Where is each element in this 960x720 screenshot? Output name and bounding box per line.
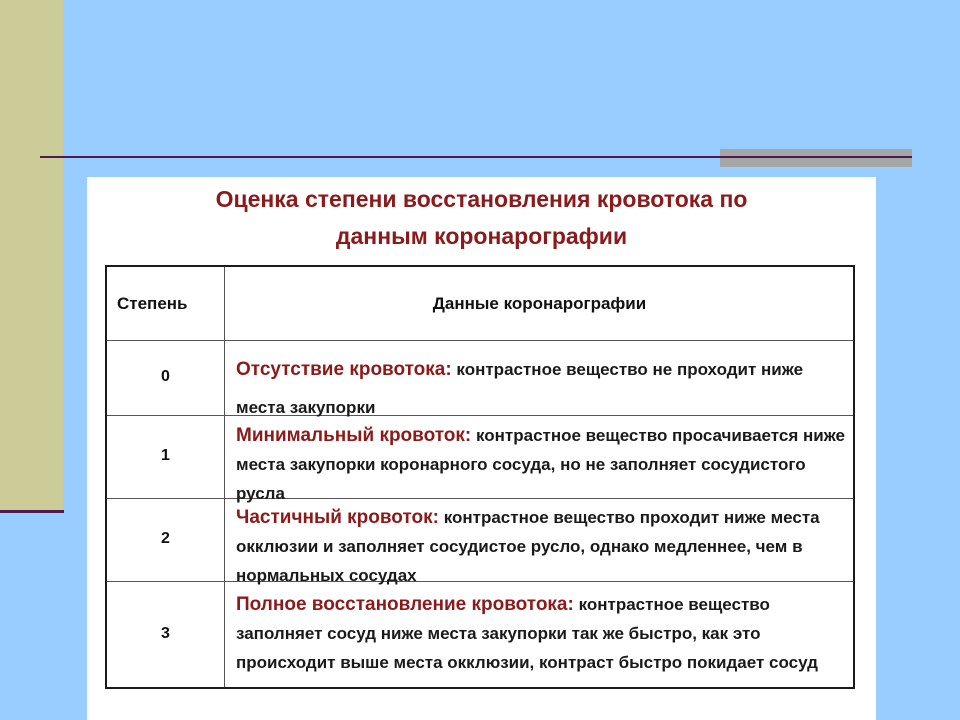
description-text: контрастное вещество просачивается ниже места закупорки коронарного сосуда, но не заполняет сосудистого русла: [236, 426, 845, 503]
degree-cell-1: 1: [161, 447, 170, 464]
coronarography-table: [105, 265, 855, 689]
column-divider: [224, 267, 225, 687]
degree-cell-0: 0: [161, 368, 170, 385]
degree-cell-3: 3: [161, 625, 170, 642]
description-cell-0: [236, 351, 852, 427]
highlight-text: Полное восстановление кровотока:: [236, 594, 574, 615]
description-cell-3: [236, 590, 852, 677]
slide-title-line-1: Оценка степени восстановления кровотока по: [215, 186, 748, 212]
gray-accent-bar: [720, 149, 912, 167]
description-cell-1: [236, 421, 852, 508]
highlight-text: Частичный кровоток:: [236, 507, 439, 528]
description-text: контрастное вещество проходит ниже места окклюзии и заполняет сосудистое русло, однако медленнее, чем в нормальных сосудах: [236, 508, 820, 585]
description-text: контрастное вещество заполняет сосуд ниже места закупорки так же быстро, как это происходит выше места окклюзии, контраст быстро покидает сосуд: [236, 595, 818, 672]
left-accent-bar: [0, 0, 63, 512]
left-accent-underline: [0, 510, 64, 513]
slide-title: [87, 181, 876, 255]
slide-content-panel: [87, 177, 876, 720]
highlight-text: Отсутствие кровотока:: [236, 359, 452, 380]
header-data: Данные коронарографии: [432, 294, 647, 313]
header-degree: Степень: [117, 294, 188, 313]
degree-cell-2: 2: [161, 530, 170, 547]
row-divider: [107, 340, 853, 341]
description-text: контрастное вещество не проходит ниже места закупорки: [236, 360, 804, 417]
slide-title-line-2: данным коронарографии: [335, 223, 628, 249]
description-cell-2: [236, 503, 852, 590]
highlight-text: Минимальный кровоток:: [236, 425, 472, 446]
